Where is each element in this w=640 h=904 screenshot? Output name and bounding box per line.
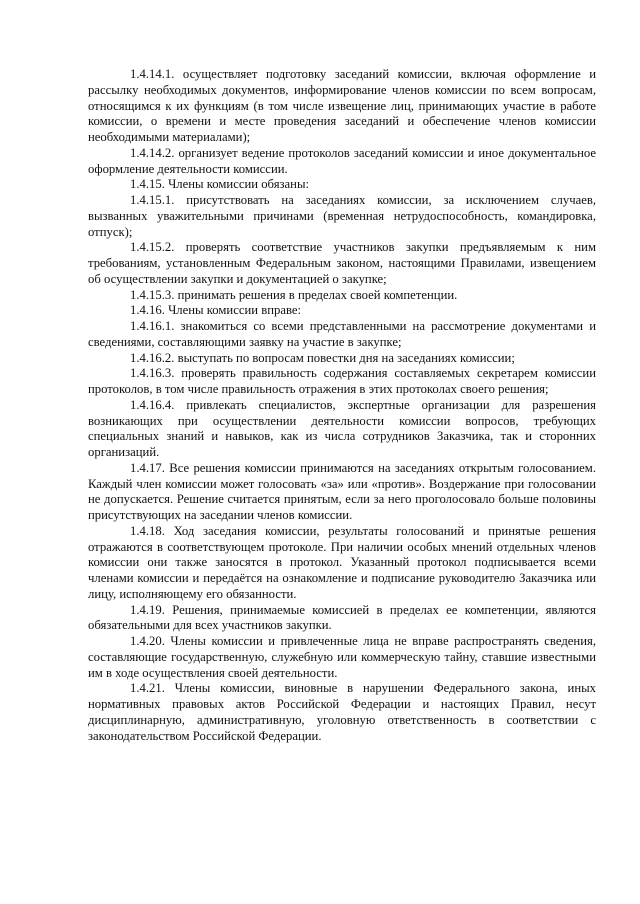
paragraph-1-4-18: 1.4.18. Ход заседания комиссии, результаты голосований и принятые решения отражаются в соответствующем протоколе. При наличии особых мнений отдельных членов комиссии они также заносятся в протокол. Указанный протокол подписывается всеми членами комиссии и передаётся на ознакомление и подписание руководителю Заказчика или лицу, исполняющему его обязанности. xyxy=(88,523,596,601)
paragraph-1-4-15-1: 1.4.15.1. присутствовать на заседаниях комиссии, за исключением случаев, вызванных уважительными причинами (временная нетрудоспособность, командировка, отпуск); xyxy=(88,193,596,239)
paragraph-1-4-16-2: 1.4.16.2. выступать по вопросам повестки дня на заседаниях комиссии; xyxy=(130,350,515,365)
paragraph-1-4-17: 1.4.17. Все решения комиссии принимаются на заседаниях открытым голосованием. Каждый член комиссии может голосовать «за» или «против». Воздержание при голосовании не допускается. Решение считается принятым, если за него проголосовало больше половины присутствующих на заседании членов комиссии. xyxy=(88,460,596,522)
document-page xyxy=(88,67,596,744)
paragraph-1-4-16-4: 1.4.16.4. привлекать специалистов, экспертные организации для разрешения возникающих при осуществлении деятельности комиссии вопросов, требующих специальных знаний и навыков, как из числа сотрудников Заказчика, так и сторонних организаций. xyxy=(88,397,596,459)
paragraph-1-4-15: 1.4.15. Члены комиссии обязаны: xyxy=(130,177,310,192)
paragraph-1-4-21: 1.4.21. Члены комиссии, виновные в нарушении Федерального закона, иных нормативных правовых актов Российской Федерации и настоящих Правил, несут дисциплинарную, административную, уголовную ответственность в соответствии с законодательством Российской Федерации. xyxy=(88,681,596,743)
paragraph-1-4-20: 1.4.20. Члены комиссии и привлеченные лица не вправе распространять сведения, составляющие государственную, служебную или коммерческую тайну, ставшие известными им в ходе осуществления своей деятельности. xyxy=(88,634,596,680)
paragraph-1-4-15-2: 1.4.15.2. проверять соответствие участников закупки предъявляемым к ним требованиям, установленным Федеральным законом, настоящими Правилами, извещением об осуществлении закупки и документацией о закупке; xyxy=(88,240,596,286)
paragraph-1-4-14-2: 1.4.14.2. организует ведение протоколов заседаний комиссии и иное документальное оформление деятельности комиссии. xyxy=(88,145,596,176)
paragraph-1-4-16: 1.4.16. Члены комиссии вправе: xyxy=(130,303,302,318)
paragraph-1-4-14-1: 1.4.14.1. осуществляет подготовку заседаний комиссии, включая оформление и рассылку необходимых документов, информирование членов комиссии по всем вопросам, относящимся к их функциям (в том числе извещение лиц, принимающих участие в работе комиссии, о времени и месте проведения заседаний и обеспечение членов комиссии необходимыми материалами); xyxy=(88,67,596,144)
paragraph-1-4-16-3: 1.4.16.3. проверять правильность содержания составляемых секретарем комиссии протоколов, в том числе правильность отражения в этих протоколах своего решения; xyxy=(88,366,596,396)
paragraph-1-4-19: 1.4.19. Решения, принимаемые комиссией в пределах ее компетенции, являются обязательными для всех участников закупки. xyxy=(88,602,596,633)
paragraph-1-4-15-3: 1.4.15.3. принимать решения в пределах своей компетенции. xyxy=(130,287,458,302)
paragraph-1-4-16-1: 1.4.16.1. знакомиться со всеми представленными на рассмотрение документами и сведениями, составляющими заявку на участие в закупке; xyxy=(88,319,596,349)
